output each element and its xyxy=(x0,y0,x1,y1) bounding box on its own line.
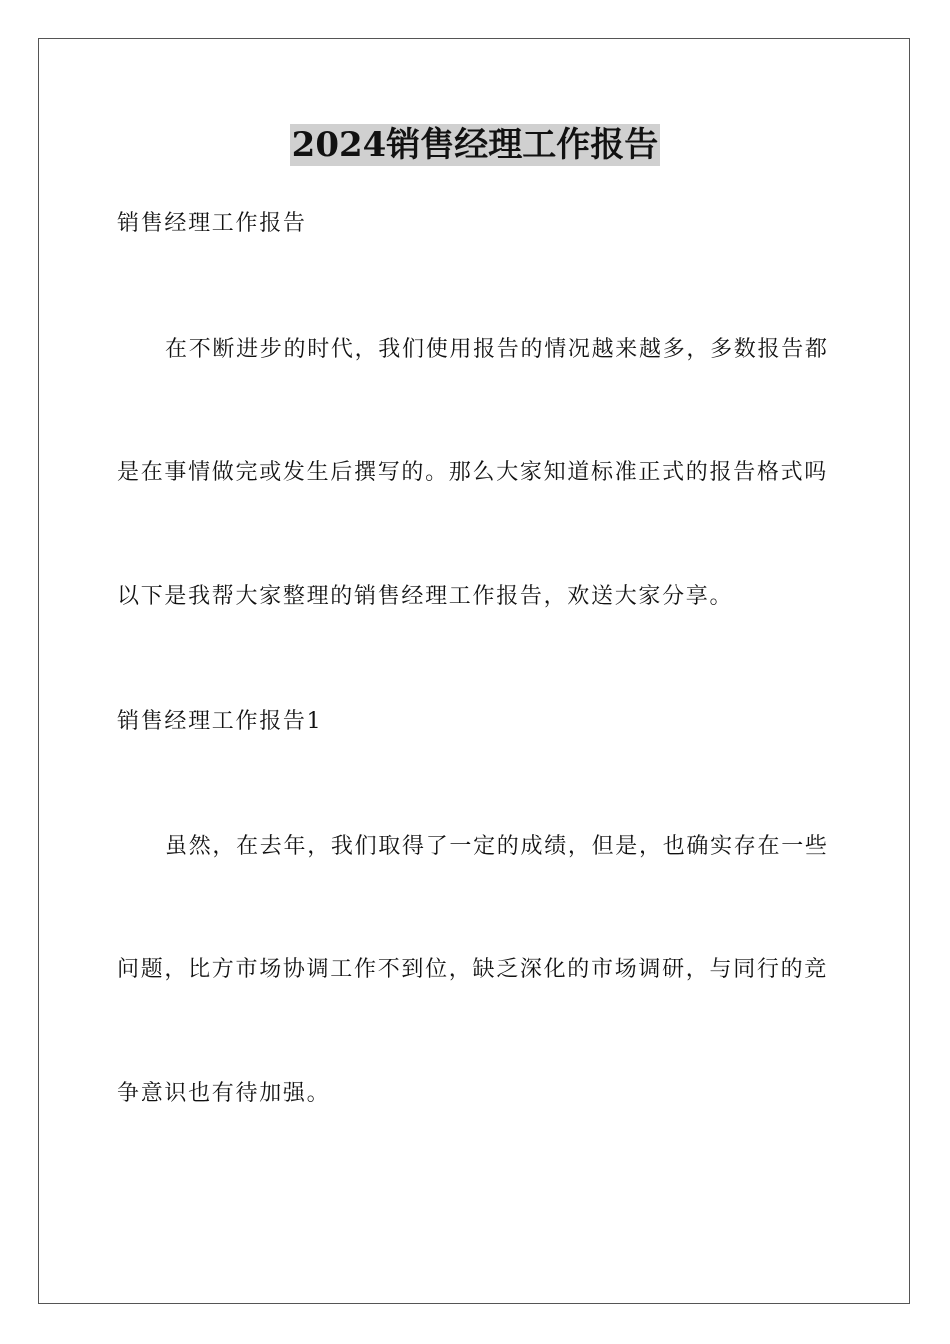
title-container xyxy=(0,124,950,166)
document-title: 2024销售经理工作报告 xyxy=(291,125,659,165)
paragraph-line: 在不断进步的时代，我们使用报告的情况越来越多，多数报告都 xyxy=(165,337,829,362)
paragraph-line: 以下是我帮大家整理的销售经理工作报告，欢送大家分享。 xyxy=(117,584,734,609)
paragraph-line: 是在事情做完或发生后撰写的。那么大家知道标准正式的报告格式吗 xyxy=(117,460,829,485)
paragraph-line: 问题，比方市场协调工作不到位，缺乏深化的市场调研，与同行的竞 xyxy=(117,957,829,982)
paragraph-line: 争意识也有待加强。 xyxy=(117,1081,331,1106)
document-subtitle: 销售经理工作报告 xyxy=(117,211,307,236)
section-heading: 销售经理工作报告1 xyxy=(117,709,323,734)
paragraph-line: 虽然，在去年，我们取得了一定的成绩，但是，也确实存在一些 xyxy=(165,834,829,859)
